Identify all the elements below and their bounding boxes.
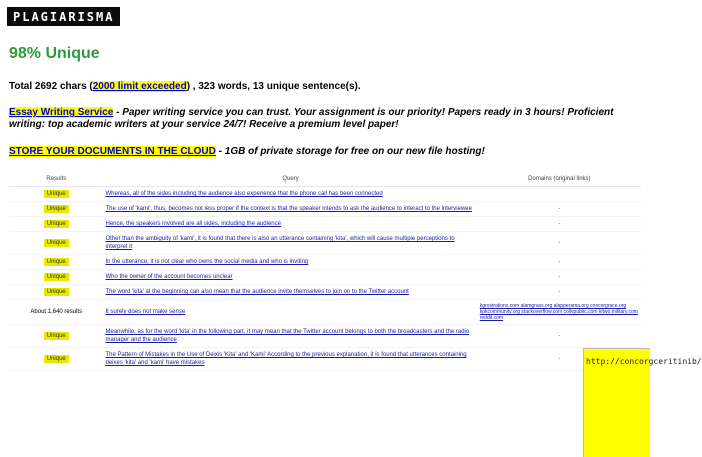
table-row [9,232,641,255]
query-link[interactable]: In the utterance, it is not clear who owns the social media and who is inviting [105,259,309,265]
query-link[interactable]: Who the owner of the account becomes unclear [105,274,233,280]
table-row [9,217,641,232]
site-logo[interactable]: PLAGIARISMA [7,7,120,26]
query-link[interactable]: Meanwhile, as for the word 'kita' in the following part, it may mean that the Twitter account belongs to both the broadcasters and the radio manager and the audience [105,329,470,343]
query-link[interactable]: The word 'kita' at the beginning can also mean that the audience invite themselves to join on to the Twitter account [105,289,409,295]
table-row [9,255,641,270]
domains-empty: - [558,221,561,227]
table-row [9,285,641,300]
domains-cell [478,232,641,255]
result-cell [9,300,103,325]
result-cell [9,325,103,348]
domains-empty: - [558,274,561,280]
result-cell [9,187,103,202]
query-cell [103,202,477,217]
domains-cell [478,300,641,325]
result-cell [9,202,103,217]
result-cell [9,255,103,270]
unique-badge: Unique [44,332,69,340]
result-cell [9,270,103,285]
unique-badge: Unique [44,355,69,363]
query-cell [103,348,477,371]
totals-prefix: Total 2692 chars ( [9,81,93,92]
query-cell [103,187,477,202]
query-cell [103,285,477,300]
domains-cell [478,255,641,270]
domains-empty: - [558,206,561,212]
query-link[interactable]: Other than the ambiguity of 'kami', it is found that there is also an utterance containing 'kita', which will cause multiple perceptions to interpret it [105,236,455,250]
domains-empty: - [558,356,561,362]
table-row [9,348,641,371]
table-row [9,187,641,202]
domains-empty: - [558,333,561,339]
query-cell [103,300,477,325]
result-cell [9,348,103,371]
domains-cell [478,270,641,285]
query-cell [103,325,477,348]
query-link[interactable]: The Pattern of Mistakes in the Use of Deixis 'Kita' and 'Kami' According to the previous explanation, it is found that utterances containing deixes 'kita' and 'kami' have mistakes [105,352,467,366]
query-link[interactable]: The use of 'kami', thus, becomes not less proper if the context is that the speaker intends to ask the audience to interact to the interviewee [105,206,472,212]
query-link[interactable]: It surely does not make sense [105,309,186,315]
result-cell [9,285,103,300]
limit-exceeded-link[interactable]: 2000 limit exceeded [92,81,187,92]
query-cell [103,217,477,232]
domains-cell [478,217,641,232]
text-statistics [9,81,361,92]
domains-cell [478,285,641,300]
unique-badge: Unique [44,239,69,247]
domains-cell [478,187,641,202]
table-row [9,325,641,348]
header-domains: Domains (original links) [478,172,641,187]
domains-empty: - [558,240,561,246]
query-link[interactable]: Whereas, all of the sides including the audience also experience that the phone call has been connected [105,191,383,197]
result-cell [9,217,103,232]
unique-badge: Unique [44,273,69,281]
query-cell [103,270,477,285]
query-cell [103,232,477,255]
domains-cell [478,202,641,217]
cloud-storage-text: - 1GB of private storage for free on our new file hosting! [215,146,485,157]
essay-service-text: - Paper writing service you can trust. Your assignment is our priority! Papers ready in 3 hours! Proficient writing: top academic writers at your service 24/7! Receive a premium level paper! [9,107,614,130]
cloud-storage-link[interactable]: STORE YOUR DOCUMENTS IN THE CLOUD [9,146,216,157]
url-tooltip: http://concorgceritinib/ [583,348,650,457]
domains-cell [478,325,641,348]
table-row [9,270,641,285]
totals-suffix: ) , 323 words, 13 unique sentence(s). [186,81,361,92]
header-query: Query [103,172,477,187]
query-cell [103,255,477,270]
essay-service-link[interactable]: Essay Writing Service [9,107,114,118]
result-cell [9,232,103,255]
domains-empty: - [558,289,561,295]
table-row [9,202,641,217]
unique-badge: Unique [44,258,69,266]
query-link[interactable]: Hence, the speakers involved are all sides, including the audience [105,221,281,227]
uniqueness-score: 98% Unique [9,45,100,62]
unique-badge: Unique [44,220,69,228]
cloud-storage-ad [9,146,641,158]
essay-service-ad [9,107,641,131]
results-count: About 1,640 results [30,309,83,315]
domain-links[interactable]: kgrostrations.com alamgrass.org alapperama.org concorgrace.org kpkcommunity.org stackoverflow.com collvpublic.com kitwo.military.com reddit.com [479,303,638,321]
header-results: Results [9,172,103,187]
results-table [9,172,641,371]
domains-empty: - [558,259,561,265]
unique-badge: Unique [44,190,69,198]
unique-badge: Unique [44,288,69,296]
unique-badge: Unique [44,205,69,213]
table-row [9,300,641,325]
